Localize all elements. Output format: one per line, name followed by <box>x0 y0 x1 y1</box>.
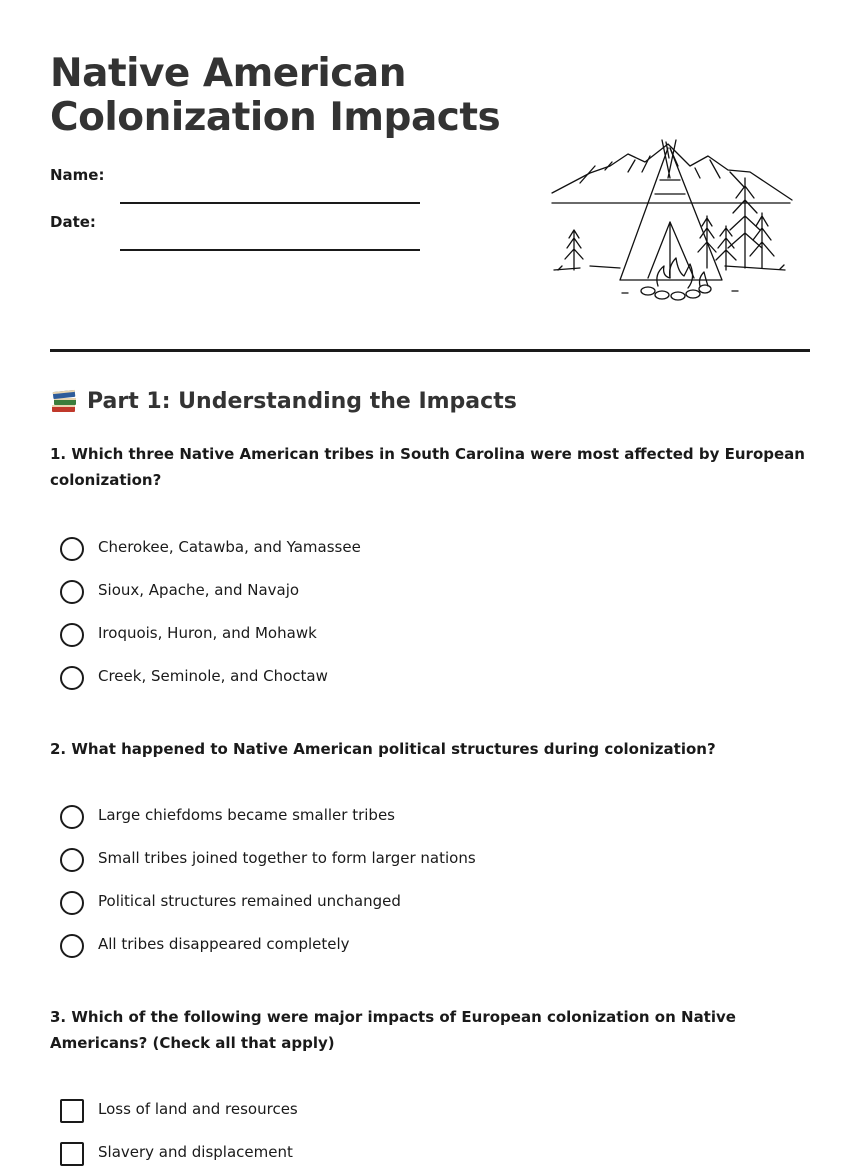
name-field-row <box>50 166 470 196</box>
part1-heading <box>50 388 517 414</box>
name-label: Name: <box>50 166 105 184</box>
option-label: Small tribes joined together to form larger nations <box>98 849 476 867</box>
option-label: Slavery and displacement <box>98 1143 293 1161</box>
checkbox[interactable] <box>60 1142 84 1166</box>
question-3: 3. Which of the following were major impacts of European colonization on Native Americans? (Check all that apply) <box>50 1008 736 1052</box>
q2-option-4[interactable] <box>60 933 760 959</box>
question-1: 1. Which three Native American tribes in South Carolina were most affected by European colonization? <box>50 445 805 489</box>
q2-option-1[interactable] <box>60 804 760 830</box>
part1-title: Part 1: Understanding the Impacts <box>87 388 517 414</box>
radio-button[interactable] <box>60 623 84 647</box>
date-field-row <box>50 213 470 243</box>
q1-option-4[interactable] <box>60 665 760 691</box>
q3-option-1[interactable] <box>60 1098 760 1124</box>
books-icon <box>50 388 78 414</box>
question-2: 2. What happened to Native American political structures during colonization? <box>50 740 716 758</box>
page-title <box>50 52 520 140</box>
tipi-campfire-mountains-illustration <box>550 138 795 308</box>
radio-button[interactable] <box>60 537 84 561</box>
title-line-2: Colonization Impacts <box>50 95 501 140</box>
q2-option-3[interactable] <box>60 890 760 916</box>
option-label: Political structures remained unchanged <box>98 892 401 910</box>
radio-button[interactable] <box>60 805 84 829</box>
checkbox[interactable] <box>60 1099 84 1123</box>
section-divider <box>50 349 810 352</box>
radio-button[interactable] <box>60 580 84 604</box>
title-line-1: Native American <box>50 51 406 96</box>
option-label: Creek, Seminole, and Choctaw <box>98 667 328 685</box>
radio-button[interactable] <box>60 934 84 958</box>
q1-option-1[interactable] <box>60 536 760 562</box>
q3-option-2[interactable] <box>60 1141 760 1167</box>
name-input[interactable] <box>120 180 420 204</box>
option-label: Large chiefdoms became smaller tribes <box>98 806 395 824</box>
option-label: Iroquois, Huron, and Mohawk <box>98 624 317 642</box>
q2-option-2[interactable] <box>60 847 760 873</box>
q1-option-3[interactable] <box>60 622 760 648</box>
date-label: Date: <box>50 213 96 231</box>
radio-button[interactable] <box>60 848 84 872</box>
option-label: All tribes disappeared completely <box>98 935 350 953</box>
radio-button[interactable] <box>60 891 84 915</box>
radio-button[interactable] <box>60 666 84 690</box>
worksheet-page <box>50 0 810 1161</box>
date-input[interactable] <box>120 227 420 251</box>
option-label: Sioux, Apache, and Navajo <box>98 581 300 599</box>
q1-option-2[interactable] <box>60 579 760 605</box>
option-label: Loss of land and resources <box>98 1100 298 1118</box>
option-label: Cherokee, Catawba, and Yamassee <box>98 538 361 556</box>
